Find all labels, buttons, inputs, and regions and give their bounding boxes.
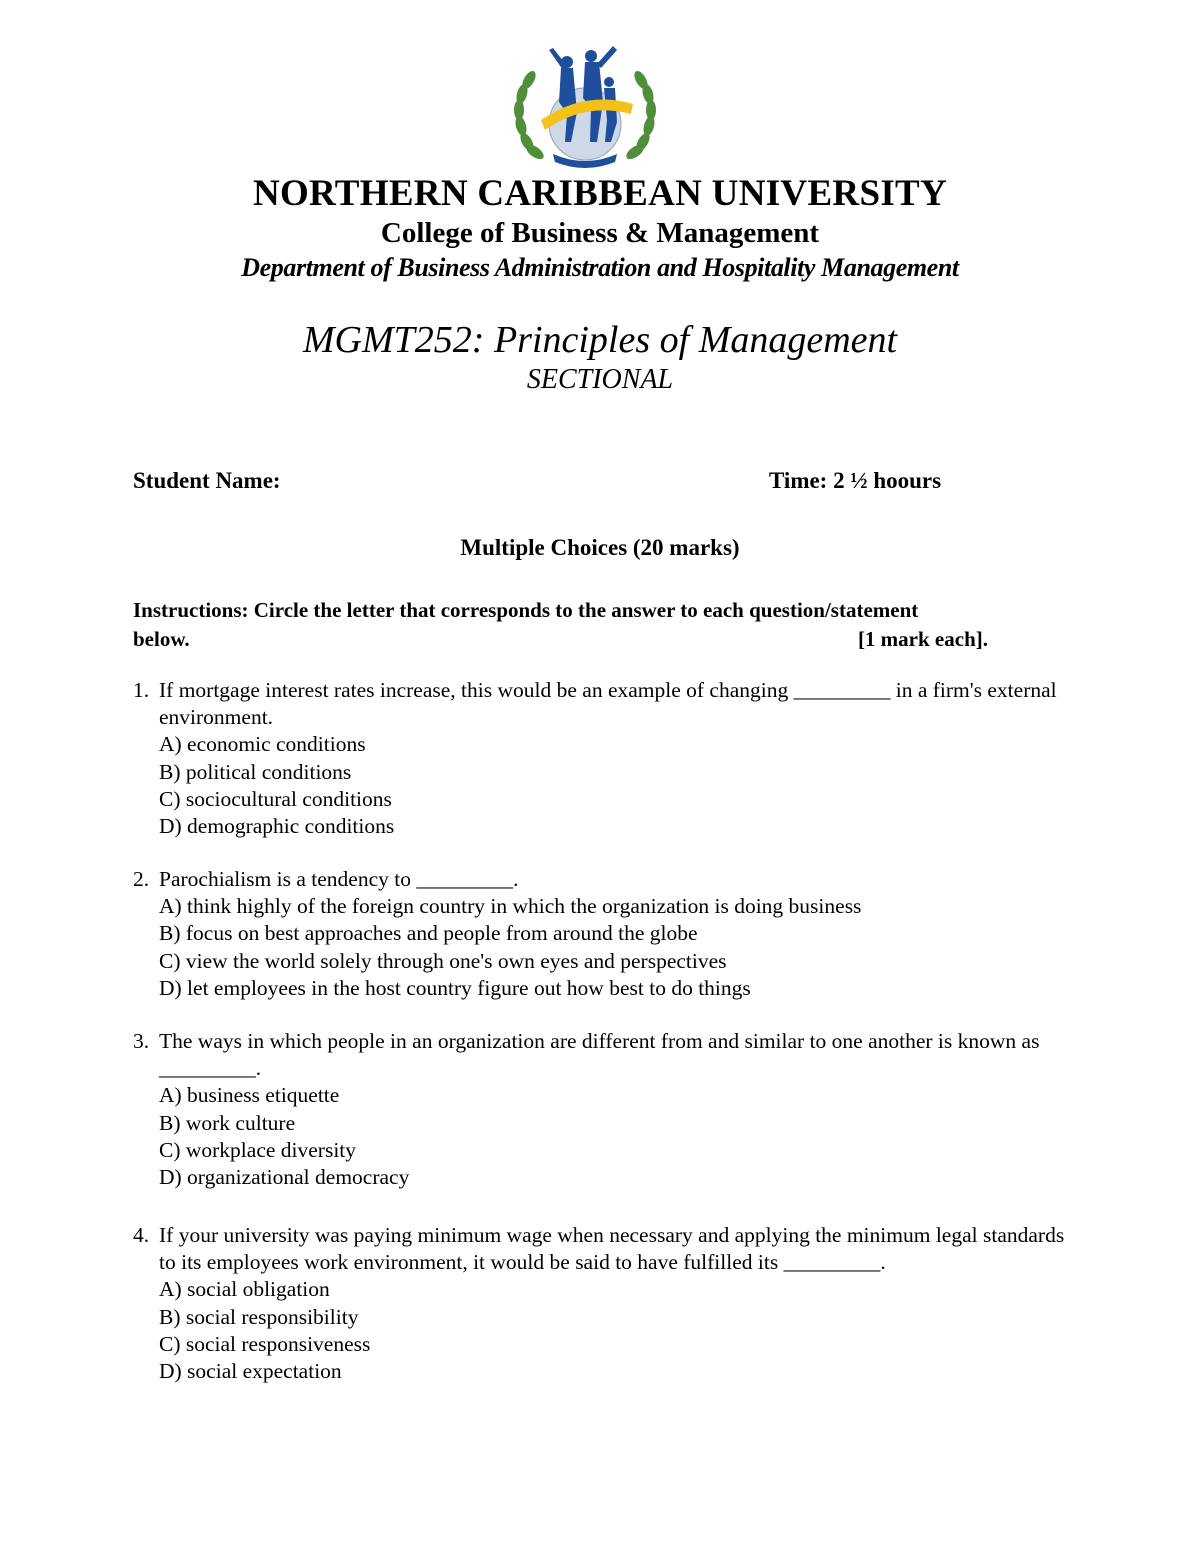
answer-option[interactable]: B) social responsibility: [159, 1304, 359, 1329]
question-3: [133, 1028, 1073, 1191]
instructions-line-2: below.: [133, 627, 190, 651]
answer-option[interactable]: A) think highly of the foreign country in which the organization is doing business: [159, 894, 862, 919]
section-title: Multiple Choices (20 marks): [460, 535, 740, 560]
question-stem-row: [133, 1028, 1073, 1082]
exam-type: SECTIONAL: [526, 364, 674, 395]
question-stem-row: [133, 1222, 1073, 1276]
course-title: MGMT252: Principles of Management: [302, 319, 898, 361]
answer-option[interactable]: B) political conditions: [159, 759, 352, 784]
answer-option[interactable]: A) social obligation: [159, 1277, 330, 1302]
instructions-line-1: Instructions: Circle the letter that corresponds to the answer to each question/statement: [133, 598, 919, 622]
instructions-line-2-row: [133, 625, 1033, 654]
question-number: 3.: [133, 1029, 150, 1053]
question-stem-row: [133, 866, 1073, 893]
answer-option[interactable]: D) organizational democracy: [159, 1165, 410, 1190]
answer-option[interactable]: D) let employees in the host country figure out how best to do things: [159, 975, 751, 1000]
answer-option[interactable]: B) focus on best approaches and people from around the globe: [159, 921, 698, 946]
question-number: 2.: [133, 867, 150, 891]
answer-option[interactable]: D) social expectation: [159, 1359, 342, 1384]
answer-option[interactable]: C) view the world solely through one's own eyes and perspectives: [159, 948, 727, 973]
question-stem: The ways in which people in an organization are different from and similar to one another is known as _________.: [159, 1029, 1040, 1081]
answer-option[interactable]: C) social responsiveness: [159, 1331, 371, 1356]
question-stem: Parochialism is a tendency to _________.: [159, 867, 519, 891]
question-4: [133, 1222, 1073, 1385]
university-name: NORTHERN CARIBBEAN UNIVERSITY: [252, 173, 948, 214]
question-stem-row: [133, 677, 1073, 731]
question-stem: If your university was paying minimum wage when necessary and applying the minimum legal standards to its employees work environment, it would be said to have fulfilled its _________.: [159, 1223, 1065, 1275]
university-logo: [505, 42, 665, 172]
marks-note: [1 mark each].: [857, 627, 988, 651]
question-stem: If mortgage interest rates increase, this would be an example of changing _________ in a firm's external environment.: [159, 678, 1057, 730]
question-1: [133, 677, 1073, 840]
answer-option[interactable]: A) economic conditions: [159, 732, 366, 757]
answer-option[interactable]: B) work culture: [159, 1110, 296, 1135]
question-2: [133, 866, 1073, 1002]
time-label: Time: 2 ½ hoours: [769, 468, 942, 493]
answer-option[interactable]: C) sociocultural conditions: [159, 786, 392, 811]
university-crest-icon: [505, 42, 665, 172]
department-name: Department of Business Administration and Hospitality Management: [241, 253, 959, 282]
college-name: College of Business & Management: [380, 217, 820, 249]
instructions: [133, 596, 1033, 654]
question-number: 1.: [133, 678, 150, 702]
answer-option[interactable]: A) business etiquette: [159, 1083, 340, 1108]
answer-option[interactable]: D) demographic conditions: [159, 814, 395, 839]
question-number: 4.: [133, 1223, 150, 1247]
answer-option[interactable]: C) workplace diversity: [159, 1137, 357, 1162]
student-name-label: Student Name:: [133, 468, 281, 493]
